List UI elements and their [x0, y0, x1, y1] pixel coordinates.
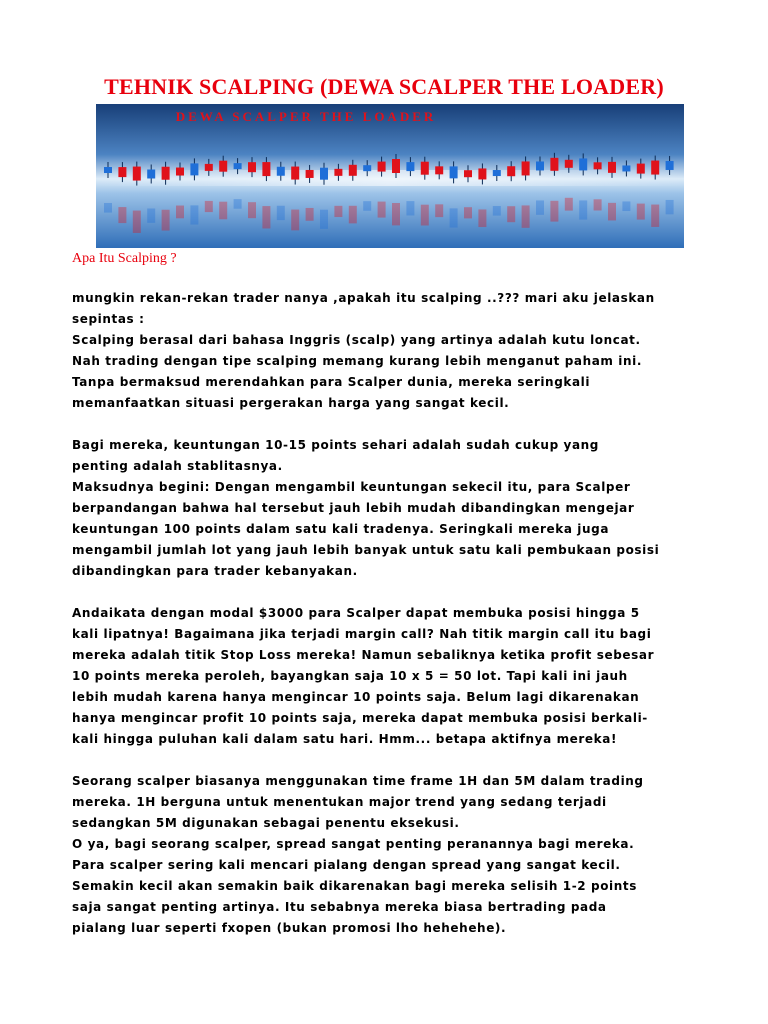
candle-body [162, 167, 170, 180]
paragraph [72, 435, 712, 582]
paragraph-line: Nah trading dengan tipe scalping memang kurang lebih menganut paham ini. [72, 354, 643, 368]
candle-body [666, 161, 674, 170]
candle-reflection [162, 210, 170, 231]
banner-text: DEWA SCALPER THE LOADER [175, 109, 437, 124]
candle-body [622, 165, 630, 171]
banner-horizon-glow [96, 170, 684, 186]
candle-body [651, 161, 659, 175]
paragraph-line: Seorang scalper biasanya menggunakan time frame 1H dan 5M dalam trading [72, 774, 644, 788]
paragraph-line: Maksudnya begini: Dengan mengambil keuntungan sekecil itu, para Scalper [72, 480, 631, 494]
candle-reflection [579, 200, 587, 219]
paragraph-line: Bagi mereka, keuntungan 10-15 points sehari adalah sudah cukup yang [72, 438, 599, 452]
paragraph-line: mengambil jumlah lot yang jauh lebih banyak untuk satu kali pembukaan posisi [72, 543, 660, 557]
candle-body [306, 170, 314, 178]
candle-body [392, 159, 400, 173]
paragraph-line: kali lipatnya! Bagaimana jika terjadi margin call? Nah titik margin call itu bagi [72, 627, 652, 641]
candle-body [450, 166, 458, 178]
candle-reflection [133, 211, 141, 233]
candle-reflection [622, 201, 630, 211]
candle-reflection [392, 203, 400, 225]
candle-reflection [550, 201, 558, 222]
paragraph [72, 288, 712, 414]
paragraph-line: 10 points mereka peroleh, bayangkan saja 10 x 5 = 50 lot. Tapi kali ini jauh [72, 669, 628, 683]
candle-body [205, 164, 213, 171]
candle-reflection [234, 199, 242, 209]
candle-reflection [262, 206, 270, 228]
candle-reflection [363, 201, 371, 211]
candle-reflection [522, 205, 530, 227]
paragraph-line: memanfaatkan situasi pergerakan harga yang sangat kecil. [72, 396, 510, 410]
candle-reflection [334, 206, 342, 217]
candle-reflection [320, 210, 328, 229]
candle-reflection [190, 205, 198, 224]
candle-body [608, 162, 616, 173]
candle-body [579, 158, 587, 170]
candle-reflection [507, 206, 515, 222]
paragraph-line: mungkin rekan-rekan trader nanya ,apakah itu scalping ..??? mari aku jelaskan [72, 291, 655, 305]
candle-body [334, 169, 342, 176]
candle-body [435, 166, 443, 174]
candle-reflection [277, 206, 285, 220]
candle-reflection [464, 207, 472, 218]
candle-body [147, 169, 155, 178]
paragraph-line: kali hingga puluhan kali dalam satu hari. Hmm... betapa aktifnya mereka! [72, 732, 618, 746]
paragraph-line: Tanpa bermaksud merendahkan para Scalper dunia, mereka seringkali [72, 375, 591, 389]
paragraph-line: mereka adalah titik Stop Loss mereka! Namun sebaliknya ketika profit sebesar [72, 648, 655, 662]
candle-body [507, 166, 515, 176]
candle-reflection [478, 209, 486, 227]
candle-reflection [493, 206, 501, 216]
paragraph-line: dibandingkan para trader kebanyakan. [72, 564, 358, 578]
candle-body [176, 168, 184, 176]
paragraph [72, 603, 712, 750]
candle-body [234, 163, 242, 169]
candle-body [406, 162, 414, 171]
candle-reflection [349, 206, 357, 224]
document-title: TEHNIK SCALPING (DEWA SCALPER THE LOADER) [104, 74, 664, 99]
paragraph-line: saja sangat penting artinya. Itu sebabnya mereka biasa bertrading pada [72, 900, 607, 914]
candle-reflection [666, 200, 674, 214]
candle-body [349, 165, 357, 176]
candle-body [262, 162, 270, 176]
candle-reflection [608, 203, 616, 221]
candle-body [378, 162, 386, 172]
candle-reflection [205, 201, 213, 212]
paragraph-line: keuntungan 100 points dalam satu kali tradenya. Seringkali mereka juga [72, 522, 610, 536]
candle-reflection [118, 207, 126, 223]
candle-reflection [565, 198, 573, 211]
candle-body [118, 167, 126, 177]
paragraph-line: lebih mudah karena hanya mengincar 10 points saja. Belum lagi dikarenakan [72, 690, 640, 704]
candle-body [637, 164, 645, 174]
candle-body [363, 165, 371, 171]
paragraph-line: Andaikata dengan modal $3000 para Scalper dapat membuka posisi hingga 5 [72, 606, 640, 620]
paragraph-line: hanya mengincar profit 10 points saja, mereka dapat membuka posisi berkali- [72, 711, 648, 725]
candle-body [190, 163, 198, 175]
candle-reflection [421, 205, 429, 226]
candle-reflection [248, 202, 256, 218]
candle-reflection [651, 205, 659, 227]
paragraph-line: sedangkan 5M digunakan sebagai penentu eksekusi. [72, 816, 460, 830]
candle-reflection [594, 199, 602, 210]
paragraph-line: mereka. 1H berguna untuk menentukan major trend yang sedang terjadi [72, 795, 607, 809]
candle-body [464, 170, 472, 177]
candle-body [594, 162, 602, 169]
candle-body [550, 158, 558, 171]
section-heading: Apa Itu Scalping ? [72, 251, 177, 266]
paragraph-line: O ya, bagi seorang scalper, spread sangat penting peranannya bagi mereka. [72, 837, 635, 851]
candle-body [522, 161, 530, 175]
paragraph-line: Scalping berasal dari bahasa Inggris (scalp) yang artinya adalah kutu loncat. [72, 333, 641, 347]
candle-reflection [406, 201, 414, 215]
paragraph-line: berpandangan bahwa hal tersebut jauh lebih mudah dibandingkan mengejar [72, 501, 635, 515]
candle-reflection [291, 210, 299, 231]
article-body [72, 288, 712, 960]
candle-body [565, 160, 573, 168]
candle-body [320, 168, 328, 180]
candle-body [493, 170, 501, 176]
paragraph [72, 771, 712, 939]
candle-body [133, 167, 141, 181]
paragraph-line: penting adalah stablitasnya. [72, 459, 283, 473]
candle-reflection [450, 208, 458, 227]
candle-reflection [536, 200, 544, 214]
candle-reflection [435, 204, 443, 217]
candle-reflection [176, 206, 184, 219]
candle-body [104, 167, 112, 173]
paragraph-line: Para scalper sering kali mencari pialang dengan spread yang sangat kecil. [72, 858, 621, 872]
candle-reflection [147, 208, 155, 222]
candle-body [291, 167, 299, 180]
candle-reflection [219, 202, 227, 220]
paragraph-line: Semakin kecil akan semakin baik dikarenakan bagi mereka selisih 1-2 points [72, 879, 637, 893]
paragraph-line: sepintas : [72, 312, 145, 326]
candle-body [219, 161, 227, 172]
candle-body [277, 167, 285, 176]
banner-image [96, 104, 684, 248]
candle-reflection [306, 208, 314, 221]
candle-body [478, 168, 486, 179]
candle-reflection [378, 202, 386, 218]
candle-reflection [104, 203, 112, 213]
paragraph-line: pialang luar seperti fxopen (bukan promosi lho hehehehe). [72, 921, 507, 935]
candle-body [536, 161, 544, 170]
candle-reflection [637, 204, 645, 220]
candle-body [248, 162, 256, 172]
candle-body [421, 162, 429, 175]
